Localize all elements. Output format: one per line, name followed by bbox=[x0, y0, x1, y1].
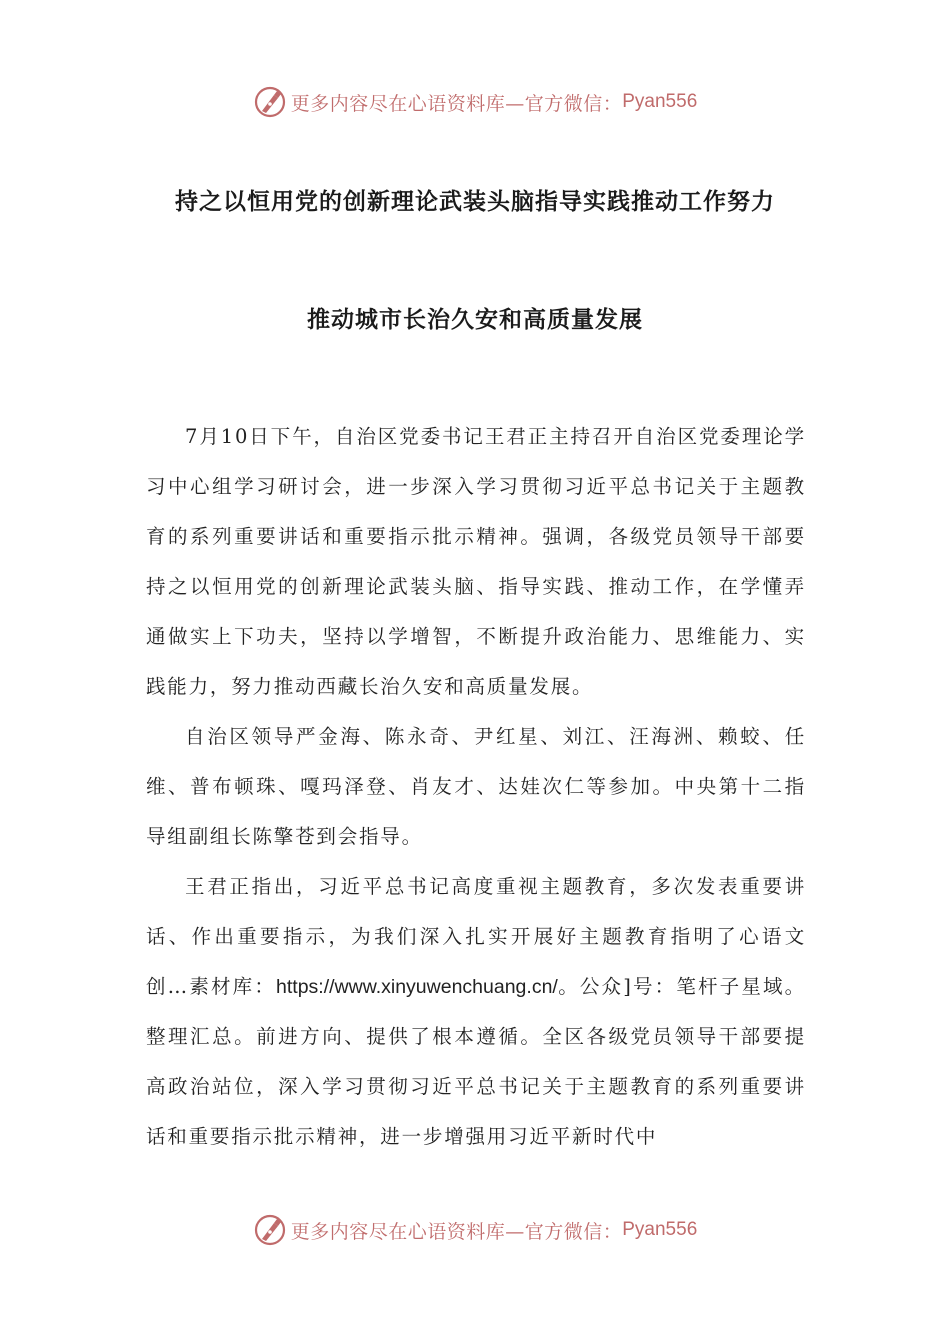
pen-nib-circle-icon bbox=[253, 85, 287, 119]
banner-wechat-id: Pyan556 bbox=[622, 1219, 698, 1240]
source-url: https://www.xinyuwenchuang.cn/ bbox=[276, 976, 558, 998]
pen-nib-circle-icon bbox=[253, 1213, 287, 1247]
page-title-line2: 推动城市长治久安和高质量发展 bbox=[307, 306, 643, 333]
paragraph-2: 自治区领导严金海、陈永奇、尹红星、刘江、汪海洲、赖蛟、任维、普布顿珠、嘎玛泽登、肖友才、达娃次仁等参加。中央第十二指导组副组长陈擎苍到会指导。 bbox=[146, 725, 806, 848]
paragraph-3-text-a: 王君正指出，习近平总书记高度重视主题教育，多次发表重要讲话、作出重要指示，为我们深入扎实开展好主题教育指明了心语文创…素材库： bbox=[146, 875, 806, 998]
banner-text: 更多内容尽在心语资料库—官方微信： bbox=[290, 1220, 623, 1243]
paragraph-3 bbox=[146, 862, 806, 1162]
banner-wechat-id: Pyan556 bbox=[622, 91, 698, 112]
paragraph-1: 7月10日下午，自治区党委书记王君正主持召开自治区党委理论学习中心组学习研讨会，进一步深入学习贯彻习近平总书记关于主题教育的系列重要讲话和重要指示批示精神。强调，各级党员领导干部要持之以恒用党的创新理论武装头脑、指导实践、推动工作，在学懂弄通做实上下功夫，坚持以学增智，不断提升政治能力、思维能力、实践能力，努力推动西藏长治久安和高质量发展。 bbox=[146, 425, 806, 698]
banner-text: 更多内容尽在心语资料库—官方微信： bbox=[290, 92, 623, 115]
page-title-line1: 持之以恒用党的创新理论武装头脑指导实践推动工作努力 bbox=[175, 188, 775, 215]
paragraph-3-text-b: 。公众]号：笔杆子星域。整理汇总。前进方向、提供了根本遵循。全区各级党员领导干部要提高政治站位，深入学习贯彻习近平总书记关于主题教育的系列重要讲话和重要指示批示精神，进一步增强用习近平新时代中 bbox=[146, 975, 806, 1148]
footer-watermark-banner bbox=[0, 1210, 950, 1250]
article-body bbox=[146, 412, 806, 1162]
header-watermark-banner bbox=[0, 82, 950, 122]
